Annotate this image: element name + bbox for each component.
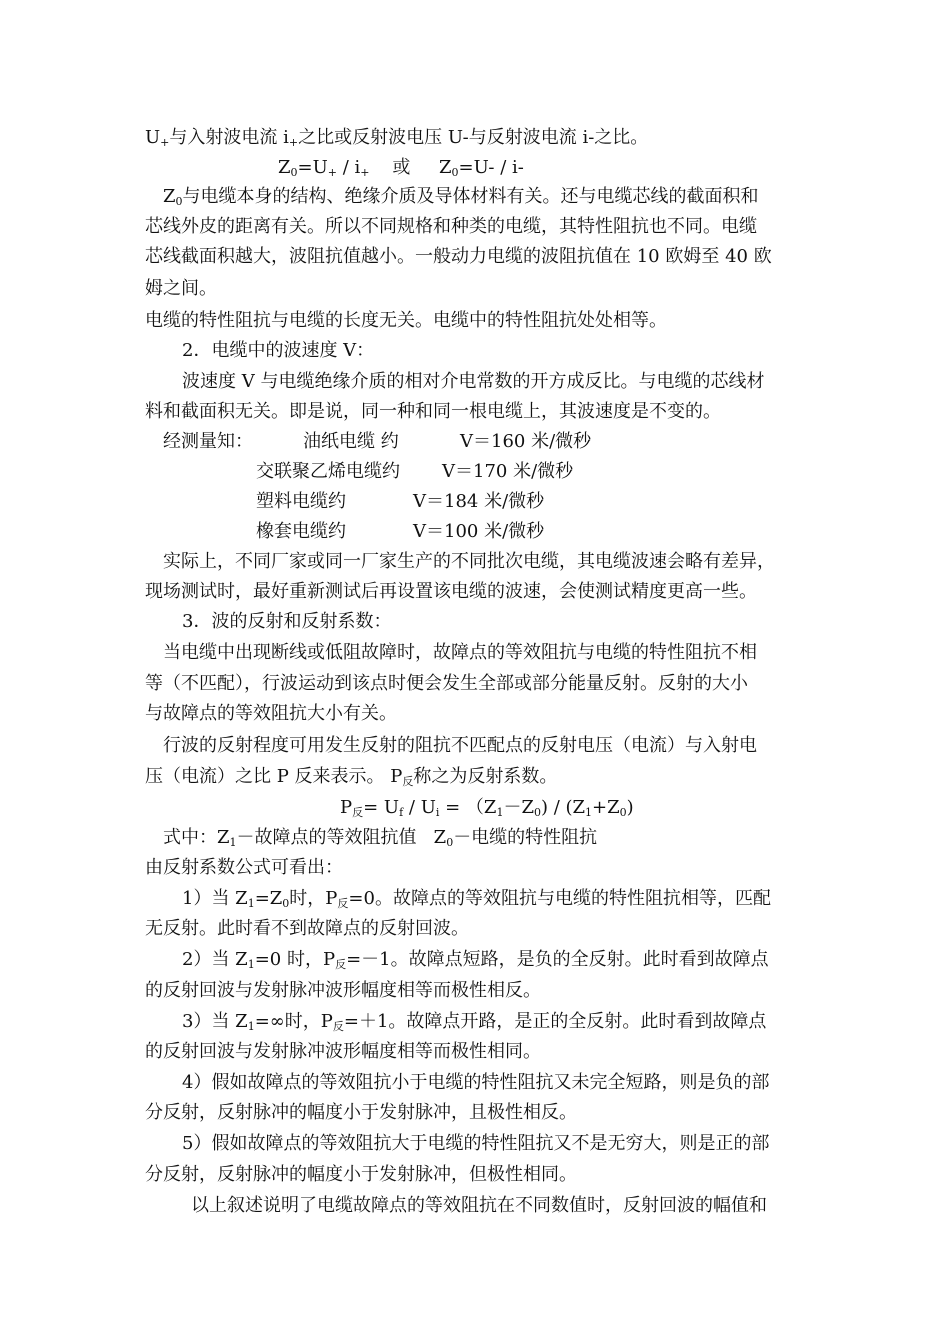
text-line: 姆之间。 bbox=[145, 278, 217, 299]
text-line: 与故障点的等效阻抗大小有关。 bbox=[145, 703, 397, 724]
text-line: 电缆的特性阻抗与电缆的长度无关。电缆中的特性阻抗处处相等。 bbox=[145, 310, 667, 331]
text-line: 无反射。此时看不到故障点的反射回波。 bbox=[145, 918, 469, 939]
text-line: 以上叙述说明了电缆故障点的等效阻抗在不同数值时，反射回波的幅值和 bbox=[191, 1195, 767, 1216]
cable-type: 交联聚乙烯电缆约 bbox=[256, 461, 400, 482]
cable-type: 油纸电缆 约 bbox=[303, 431, 399, 452]
text-line: 实际上，不同厂家或同一厂家生产的不同批次电缆，其电缆波速会略有差异， bbox=[163, 551, 775, 572]
text-line: 行波的反射程度可用发生反射的阻抗不匹配点的反射电压（电流）与入射电 bbox=[163, 735, 757, 756]
velocity-value: V＝100 米/微秒 bbox=[413, 521, 545, 542]
text-line: 由反射系数公式可看出： bbox=[145, 857, 343, 878]
text-line: $Z_0$与电缆本身的结构、绝缘介质及导体材料有关。还与电缆芯线的截面积和 bbox=[163, 186, 759, 208]
text-line: 芯线外皮的距离有关。所以不同规格和种类的电缆，其特性阻抗也不同。电缆 bbox=[145, 216, 757, 237]
text-line: 分反射，反射脉冲的幅度小于发射脉冲，但极性相同。 bbox=[145, 1164, 577, 1185]
velocity-label: 经测量知： bbox=[163, 431, 253, 452]
text-line: 料和截面积无关。即是说，同一种和同一根电缆上，其波速度是不变的。 bbox=[145, 401, 721, 422]
cable-type: 塑料电缆约 bbox=[256, 491, 346, 512]
text-line: 等（不匹配），行波运动到该点时便会发生全部或部分能量反射。反射的大小 bbox=[145, 673, 748, 694]
text-line: 压（电流）之比 P 反来表示。 $P_反$称之为反射系数。 bbox=[145, 766, 558, 788]
velocity-value: V＝184 米/微秒 bbox=[413, 491, 545, 512]
list-item: 3）当 $Z_1=\infty$时，$P_反=+1$。故障点开路，是正的全反射。此时看到故障点 bbox=[182, 1011, 767, 1033]
text-line: 当电缆中出现断线或低阻故障时，故障点的等效阻抗与电缆的特性阻抗不相 bbox=[163, 642, 757, 663]
text-line: 现场测试时，最好重新测试后再设置该电缆的波速，会使测试精度更高一些。 bbox=[145, 581, 757, 602]
velocity-value: V＝170 米/微秒 bbox=[442, 461, 574, 482]
text-line: 式中：$Z_1-$故障点的等效阻抗值 $Z_0-$电缆的特性阻抗 bbox=[163, 827, 598, 849]
list-item: 1）当 $Z_1=Z_0$时，$P_反=0$。故障点的等效阻抗与电缆的特性阻抗相等，匹配 bbox=[182, 888, 771, 910]
cable-type: 橡套电缆约 bbox=[256, 521, 346, 542]
text-line: 的反射回波与发射脉冲波形幅度相等而极性相反。 bbox=[145, 980, 541, 1001]
formula-characteristic-impedance: $Z_0=U_+ / i_+$ 或 $Z_0=U- / i-$ bbox=[278, 157, 524, 179]
text-line: $U_+$与入射波电流 $i_+$之比或反射波电压 U-与反射波电流 i-之比。 bbox=[145, 127, 649, 149]
list-item: 5）假如故障点的等效阻抗大于电缆的特性阻抗又不是无穷大，则是正的部 bbox=[182, 1133, 770, 1154]
text-line: 波速度 V 与电缆绝缘介质的相对介电常数的开方成反比。与电缆的芯线材 bbox=[182, 371, 765, 392]
formula-reflection-coefficient: $P_反= U_f / U_i = (Z_1-Z_0) / (Z_1+Z_0)$ bbox=[340, 797, 634, 819]
text-line: 芯线截面积越大，波阻抗值越小。一般动力电缆的波阻抗值在 10 欧姆至 40 欧 bbox=[145, 246, 772, 267]
list-item: 4）假如故障点的等效阻抗小于电缆的特性阻抗又未完全短路，则是负的部 bbox=[182, 1072, 770, 1093]
list-item: 2）当 $Z_1=0$ 时，$P_反=-1$。故障点短路，是负的全反射。此时看到故障点 bbox=[182, 949, 769, 971]
velocity-value: V＝160 米/微秒 bbox=[460, 431, 592, 452]
text-line: 的反射回波与发射脉冲波形幅度相等而极性相同。 bbox=[145, 1041, 541, 1062]
section-heading: 3．波的反射和反射系数： bbox=[182, 611, 392, 632]
section-heading: 2．电缆中的波速度 V： bbox=[182, 340, 375, 361]
text-line: 分反射，反射脉冲的幅度小于发射脉冲，且极性相反。 bbox=[145, 1102, 577, 1123]
